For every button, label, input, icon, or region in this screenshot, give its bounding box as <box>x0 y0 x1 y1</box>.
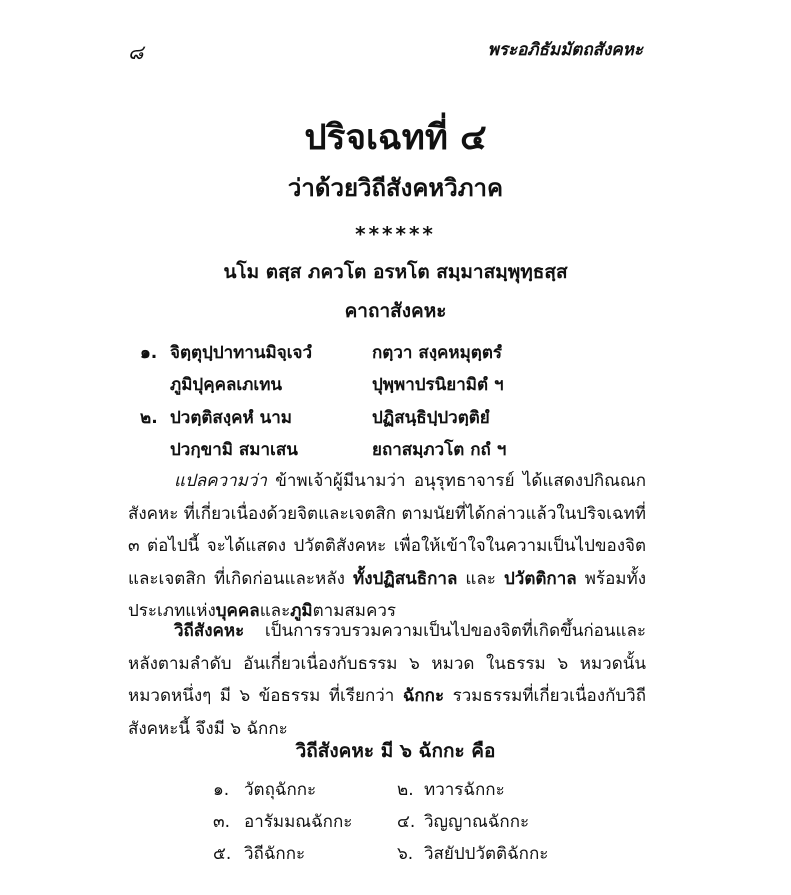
verse-right: ปุพฺพาปรนิยามิตํ ฯ <box>372 375 504 395</box>
list-item-number: ๓. <box>213 812 231 832</box>
para-bold: ภูมิ <box>290 601 313 621</box>
verse-left: ปวกฺขามิ สมาเสน <box>170 440 298 460</box>
list-item-number: ๑. <box>213 780 230 800</box>
verse-right: ปฏิสนฺธิปฺปวตฺติยํ <box>372 408 490 428</box>
vithi-paragraph <box>128 615 646 745</box>
list-item-number: ๖. <box>397 844 414 864</box>
page-number: ๘ <box>128 40 144 64</box>
verse-left: ปวตฺติสงฺคหํ นาม <box>170 408 292 428</box>
list-item: วิสยัปปวัตติฉักกะ <box>424 844 549 864</box>
separator: ****** <box>355 222 436 246</box>
list-item-number: ๕. <box>213 844 232 864</box>
list-heading: วิถีสังคหะ มี ๖ ฉักกะ คือ <box>295 740 496 762</box>
verse-number: ๒. <box>140 408 158 428</box>
translation-paragraph <box>128 465 646 628</box>
chapter-subtitle: ว่าด้วยวิถีสังคหวิภาค <box>287 174 504 202</box>
para-bold: ฉักกะ <box>402 686 445 706</box>
verse-number: ๑. <box>140 343 158 363</box>
para-bold-lead: วิถีสังคหะ <box>174 621 245 641</box>
para-bold: ปวัตติกาล <box>503 568 577 589</box>
verse-left: ภูมิปุคฺคลเภเทน <box>170 375 283 395</box>
list-item-number: ๔. <box>397 812 416 832</box>
list-item: วิญญาณฉักกะ <box>424 812 530 832</box>
para-bold: ทั้งปฏิสนธิกาล <box>353 568 458 589</box>
chapter-title: ปริจเฉทที่ ๔ <box>304 118 487 158</box>
para-bold: บุคคล <box>215 601 260 621</box>
list-item: อารัมมณฉักกะ <box>244 812 353 832</box>
para-text: ข้าพเจ้าผู้มีนามว่า อนุรุทธาจารย์ ได้แสดงปกิณณกสังคหะ ที่เกี่ยวเนื่องด้วยจิตและเจตสิก ตามนัยที่ได้กล่าวแล้วในปริจเฉทที่ ๓ ต่อไปนี้ จะได้แสดง ปวัตติสังคหะ เพื่อให้เข้าใจในความเป็นไปของจิตและเจตสิก ที่เกิดก่อนและหลัง <box>128 471 646 589</box>
para-text: และ <box>457 568 504 589</box>
namo-line: นโม ตสฺส ภควโต อรหโต สมฺมาสมฺพุทฺธสฺส <box>223 261 568 283</box>
running-header-title: พระอภิธัมมัตถสังคหะ <box>487 40 643 60</box>
verse-right: ยถาสมฺภวโต กถํ ฯ <box>372 440 507 460</box>
para-text: และ <box>259 601 291 621</box>
list-item: วัตถุฉักกะ <box>244 780 317 800</box>
verse-right: กตฺวา สงฺคหมุตฺตรํ <box>372 343 503 363</box>
list-item: ทวารฉักกะ <box>424 780 505 800</box>
verse-heading: คาถาสังคหะ <box>344 300 447 322</box>
para-italic-lead: แปลความว่า <box>174 471 267 491</box>
para-text: พร้อมทั้งประเภทแห่ง <box>128 568 646 621</box>
verse-left: จิตฺตุปฺปาทานมิจฺเจวํ <box>170 343 313 363</box>
list-item: วิถีฉักกะ <box>244 844 306 864</box>
list-item-number: ๒. <box>397 780 414 800</box>
para-text: เป็นการรวบรวมความเป็นไปของจิตที่เกิดขึ้นก่อนและหลังตามลำดับ อันเกี่ยวเนื่องกับธรรม ๖ หมวด ในธรรม ๖ หมวดนั้น หมวดหนึ่งๆ มี ๖ ข้อธรรม ที่เรียกว่า <box>128 621 646 706</box>
para-text: ตามสมควร <box>312 601 397 621</box>
para-text: รวมธรรมที่เกี่ยวเนื่องกับวิถีสังคหะนี้ จึงมี ๖ ฉักกะ <box>128 686 646 739</box>
